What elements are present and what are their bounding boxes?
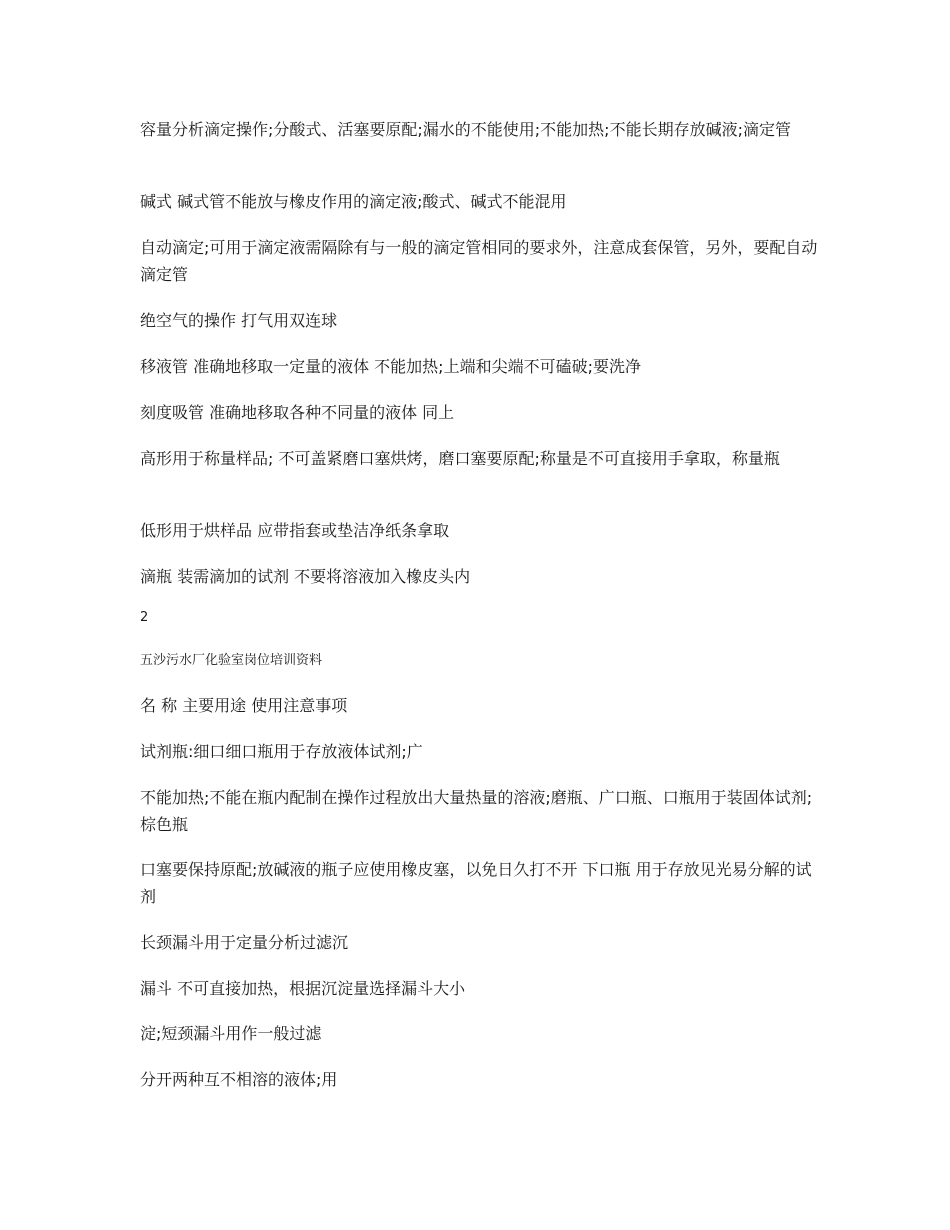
table-header-line: 名 称 主要用途 使用注意事项	[140, 696, 348, 715]
paragraph-stopper-cautions: 口塞要保持原配;放碱液的瓶子应使用橡皮塞，以免日久打不开 下口瓶 用于存放见光易分解的试剂	[140, 860, 812, 906]
paragraph-separatory: 分开两种互不相溶的液体;用	[140, 1070, 338, 1089]
paragraph-weighing-bottle-tall: 高形用于称量样品; 不可盖紧磨口塞烘烤，磨口塞要原配;称量是不可直接用手拿取，称量瓶	[140, 449, 780, 468]
paragraph-pipette: 移液管 准确地移取一定量的液体 不能加热;上端和尖端不可磕破;要洗净	[140, 357, 641, 376]
paragraph-bottle-cautions: 不能加热;不能在瓶内配制在操作过程放出大量热量的溶液;磨瓶、广口瓶、口瓶用于装固体试剂;棕色瓶	[140, 788, 813, 834]
paragraph-long-funnel: 长颈漏斗用于定量分析过滤沉	[140, 933, 349, 952]
page-number: 2	[140, 610, 149, 625]
paragraph-burette-usage: 容量分析滴定操作;分酸式、活塞要原配;漏水的不能使用;不能加热;不能长期存放碱液;滴定管	[140, 120, 791, 139]
running-header: 五沙污水厂化验室岗位培训资料	[140, 653, 323, 668]
paragraph-dropper-bottle: 滴瓶 装需滴加的试剂 不要将溶液加入橡皮头内	[140, 567, 471, 586]
paragraph-funnel: 漏斗 不可直接加热，根据沉淀量选择漏斗大小	[140, 979, 466, 998]
paragraph-graduated-pipette: 刻度吸管 准确地移取各种不同量的液体 同上	[140, 403, 455, 422]
paragraph-air-isolation: 绝空气的操作 打气用双连球	[140, 311, 338, 330]
paragraph-auto-burette: 自动滴定;可用于滴定液需隔除有与一般的滴定管相同的要求外，注意成套保管，另外，要配自动滴定管	[140, 238, 818, 284]
paragraph-weighing-bottle-low: 低形用于烘样品 应带指套或垫洁净纸条拿取	[140, 521, 450, 540]
paragraph-base-burette: 碱式 碱式管不能放与橡皮作用的滴定液;酸式、碱式不能混用	[140, 192, 567, 211]
paragraph-reagent-bottle: 试剂瓶:细口细口瓶用于存放液体试剂;广	[140, 742, 423, 761]
paragraph-short-funnel: 淀;短颈漏斗用作一般过滤	[140, 1024, 322, 1043]
